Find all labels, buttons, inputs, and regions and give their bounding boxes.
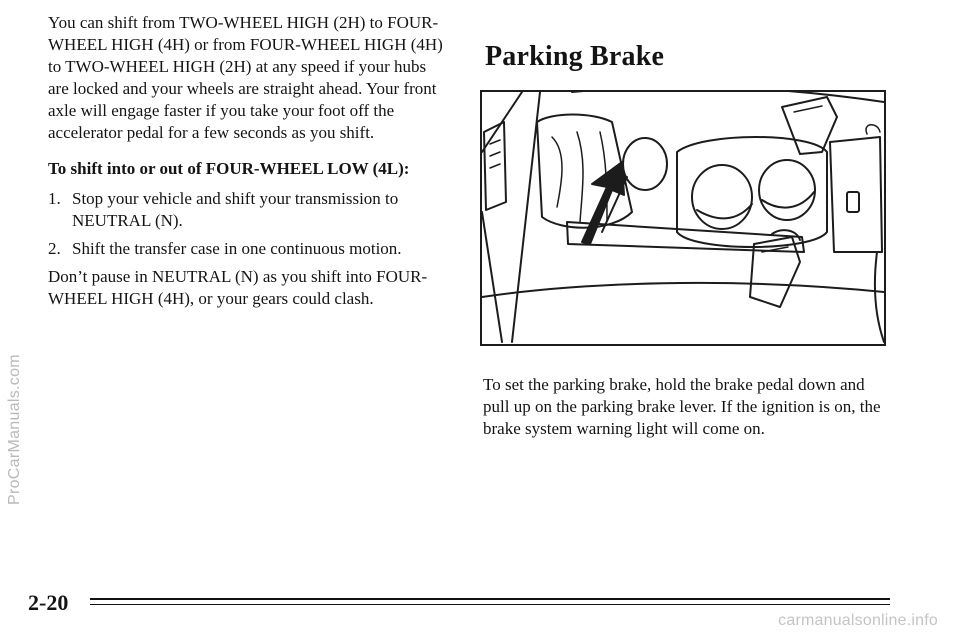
step-number: 1.: [48, 189, 61, 208]
footer-rule: [90, 604, 890, 605]
console-outline: [830, 137, 882, 252]
cupholder-left: [697, 204, 752, 218]
figure-caption: To set the parking brake, hold the brake pedal down and pull up on the parking brake lever. If the ignition is on, the brake system warning light will come on.: [483, 375, 881, 438]
cupholder-left: [692, 165, 752, 229]
console-outline: [482, 212, 502, 342]
seat-belt-buckle: [794, 106, 822, 112]
cupholder-right: [762, 192, 814, 208]
right-column: [483, 0, 903, 448]
step-number: 2.: [48, 239, 61, 258]
seat-belt-buckle: [782, 97, 837, 154]
intro-paragraph: You can shift from TWO-WHEEL HIGH (2H) to FOUR-WHEEL HIGH (4H) or from FOUR-WHEEL HIGH (4H) to TWO-WHEEL HIGH (2H) at any speed if your hubs are locked and your wheels are straight ahead. Your front axle will engage faster if you take your foot off the accelerator pedal for a few seconds as you shift.: [48, 13, 443, 142]
page-number: 2-20: [28, 590, 69, 615]
console-outline: [512, 92, 540, 342]
console-switch: [847, 192, 859, 212]
console-outline: [490, 140, 500, 168]
step-text: Shift the transfer case in one continuous motion.: [72, 239, 402, 258]
watermark-text: ProCarManuals.com: [6, 354, 23, 505]
footer-rule: [90, 598, 890, 600]
list-item: [48, 188, 443, 232]
console-outline: [866, 125, 880, 134]
warning-paragraph: Don’t pause in NEUTRAL (N) as you shift into FOUR-WHEEL HIGH (4H), or your gears could clash.: [48, 267, 428, 308]
list-item: [48, 238, 443, 260]
parking-brake-illustration: [480, 90, 886, 346]
console-outline: [572, 92, 884, 102]
left-column: [48, 12, 443, 318]
console-outline: [875, 252, 884, 342]
site-watermark: carmanualsonline.info: [778, 612, 938, 629]
steps-list: [48, 188, 443, 260]
console-outline: [482, 283, 884, 297]
subheading: To shift into or out of FOUR-WHEEL LOW (4L):: [48, 159, 410, 178]
section-heading: Parking Brake: [485, 41, 665, 72]
shift-knob: [623, 138, 667, 190]
cupholder-right: [759, 160, 815, 220]
step-text: Stop your vehicle and shift your transmission to NEUTRAL (N).: [72, 189, 399, 230]
